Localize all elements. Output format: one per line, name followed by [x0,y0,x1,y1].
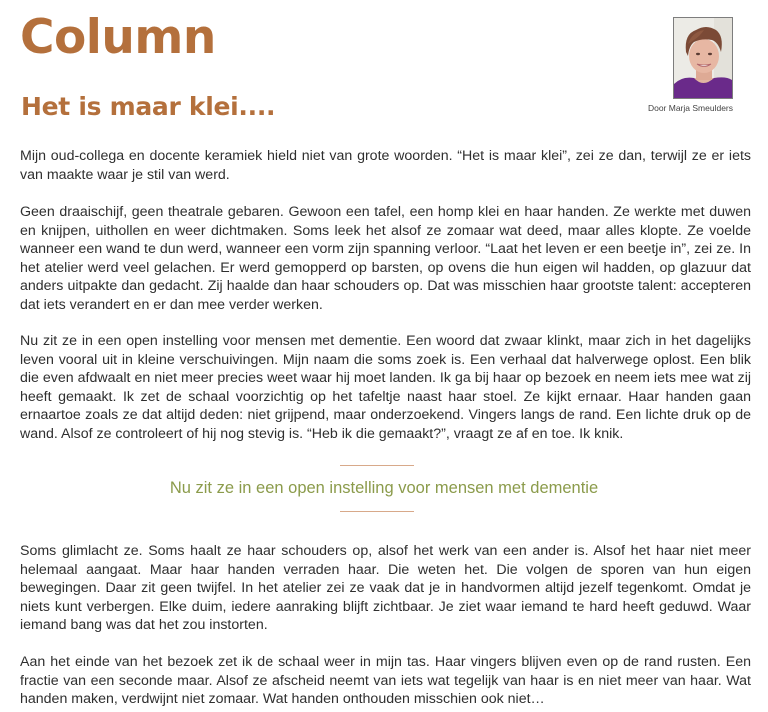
article-paragraph-1: Mijn oud-collega en docente keramiek hield niet van grote woorden. “Het is maar klei”, zei ze dan, terwijl ze er iets van maakte waar je stil van werd. [20,148,751,183]
article-paragraph-4: Soms glimlacht ze. Soms haalt ze haar schouders op, alsof het werk van een ander is. Alsof het haar niet meer helemaal aangaat. Maar haar handen verraden haar. Die weten het. Die volgen de sporen van hun eigen bewegingen. Daar zit geen twijfel. In het atelier zei ze vaak dat je in handvormen altijd jezelf tegenkomt. Omdat je niets kunt verbergen. Elke duim, iedere aanraking blijft zichtbaar. Je ziet waar iemand te hard heeft geduwd. Waar iemand bang was dat het zou instorten. [20,543,751,634]
section-title: Column [20,10,216,65]
pull-quote: Nu zit ze in een open instelling voor mensen met dementie [169,479,599,497]
author-caption: Door Marja Smeulders [647,103,733,113]
author-photo [673,17,733,99]
pull-quote-divider-top [340,465,414,466]
pull-quote-divider-bottom [340,511,414,512]
portrait-image [674,18,732,98]
article-paragraph-3: Nu zit ze in een open instelling voor mensen met dementie. Een woord dat zwaar klinkt, maar zich in het dagelijks leven vooral uit in kleine verschuivingen. Mijn naam die soms zoek is. Een verhaal dat halverwege oplost. Een blik die even afdwaalt en niet meer precies weet waar hij moet landen. Ik ga bij haar op bezoek en neem iets mee wat zij heeft gemaakt. Ik zet de schaal voorzichtig op het tafeltje naast haar stoel. Ze kijkt ernaar. Haar handen gaan ernaartoe zoals ze dat altijd deden: niet grijpend, maar onderzoekend. Vingers langs de rand. Een lichte druk op de wand. Alsof ze controleert of hij nog stevig is. “Heb ik die gemaakt?”, vraagt ze af en toe. Ik knik. [20,333,751,442]
article-paragraph-5: Aan het einde van het bezoek zet ik de schaal weer in mijn tas. Haar vingers blijven even op de rand rusten. Een fractie van een seconde maar. Alsof ze afscheid neemt van iets wat tegelijk van haar is en niet meer van haar. Wat handen maken, verdwijnt niet zomaar. Wat handen onthouden misschien ook niet… [20,654,751,708]
article-paragraph-2: Geen draaischijf, geen theatrale gebaren. Gewoon een tafel, een homp klei en haar handen. Ze werkte met duwen en knijpen, uithollen en weer dichtmaken. Soms leek het alsof ze zomaar wat deed, maar alles klopte. Ze voelde wanneer een wand te dun werd, wanneer een vorm zijn spanning verloor. “Laat het leven er een beetje in”, zei ze. In het atelier werd veel gelachen. Er werd gemopperd op barsten, op ovens die hun eigen wil hadden, op glazuur dat anders uitpakte dan gedacht. Zij haalde dan haar schouders op. Dat was misschien haar grootste talent: accepteren dat iets verandert en er dan mee verder werken. [20,204,751,313]
article-title: Het is maar klei.... [21,92,276,121]
